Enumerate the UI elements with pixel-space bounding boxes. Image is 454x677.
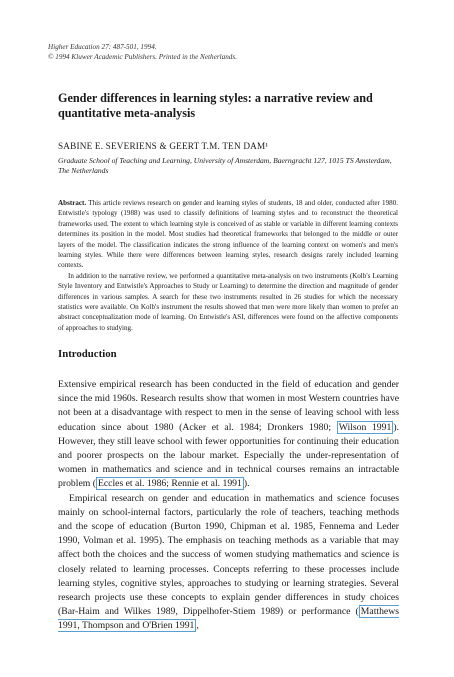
journal-copyright: © 1994 Kluwer Academic Publishers. Printed in the Netherlands. [48,53,237,61]
abstract-paragraph [58,198,398,271]
citation-link[interactable]: Matthews 1991, Thompson and O'Brien 1991 [58,606,399,632]
citation-link[interactable]: Wilson 1991 [338,421,392,433]
article-title: Gender differences in learning styles: a narrative review and quantitative meta-analysis [58,91,373,120]
intro-text: ). [243,478,250,490]
journal-citation: Higher Education 27: 487-501, 1994. [48,43,157,51]
journal-header [48,42,237,62]
intro-text: Extensive empirical research has been conducted in the field of education and gender since the mid 1960s. Research results show that women in most Western countries have not been at a disadvantage with respect to men in the sense of leaving school with less education since about 1980 (Acker et al. 1984; Dronkers 1980; [58,379,399,433]
citation-link[interactable]: Eccles et al. 1986; Rennie et al. 1991 [97,478,242,490]
abstract-paragraph: In addition to the narrative review, we performed a quantitative meta-analysis on two instruments (Kolb's Learning Style Inventory and Entwistle's Approaches to Study or Learning) to determine the direction and magnitude of gender differences in various samples. A search for these two instruments resulted in 26 studies for which the necessary statistics were available. On Kolb's instrument the results showed that men were more likely than women to prefer an abstract conceptualization mode of learning. On Entwistle's ASI, differences were found on the affective components of approaches to studying. [58,271,398,332]
intro-text: , [196,620,199,632]
article-authors: SABINE E. SEVERIENS & GEERT T.M. TEN DAM¹ [58,141,269,151]
author-affiliation: Graduate School of Teaching and Learning, University of Amsterdam, Baerngracht 127, 1015 TS Amsterdam, The Netherlands [58,156,392,175]
intro-paragraph [58,378,399,492]
abstract-label: Abstract. [58,199,87,207]
abstract-text: This article reviews research on gender and learning styles of students, 18 and older, conducted after 1980. Entwistle's typology (1988) was used to classify definitions of learning styles and to reconstruct the theoretical frameworks used. The extent to which learning style is conceived of as stable or variable in different learning contexts determines its position in the model. Most studies had theoretical frameworks that belonged to the middle or outer layers of the model. The classification indicates the strong influence of the learning context on women's and men's learning styles. While there were differences between learning styles, research designs rarely included learning contexts. [58,199,398,270]
intro-paragraph [58,492,399,634]
introduction-body [58,378,399,634]
abstract [58,198,398,333]
intro-text: ). However, they still leave school with fewer opportunities for continuing their education and poorer prospects on the labour market. Especially the under-representation of women in mathematics and science and in technical courses remains an intractable problem ( [58,421,399,490]
section-heading-introduction: Introduction [58,348,117,360]
intro-text: Empirical research on gender and education in mathematics and science focuses mainly on school-internal factors, particularly the role of teachers, teaching methods and the scope of education (Burton 1990, Chipman et al. 1985, Fennema and Leder 1990, Volman et al. 1995). The emphasis on teaching methods as a variable that may affect both the choices and the success of women studying mathematics and science is closely related to learning processes. Concepts referring to these processes include learning styles, cognitive styles, approaches to studying or learning strategies. Several research projects use these concepts to explain gender differences in study choices (Bar-Haim and Wilkes 1989, Dippelhofer-Stiem 1989) or performance ( [58,492,399,618]
